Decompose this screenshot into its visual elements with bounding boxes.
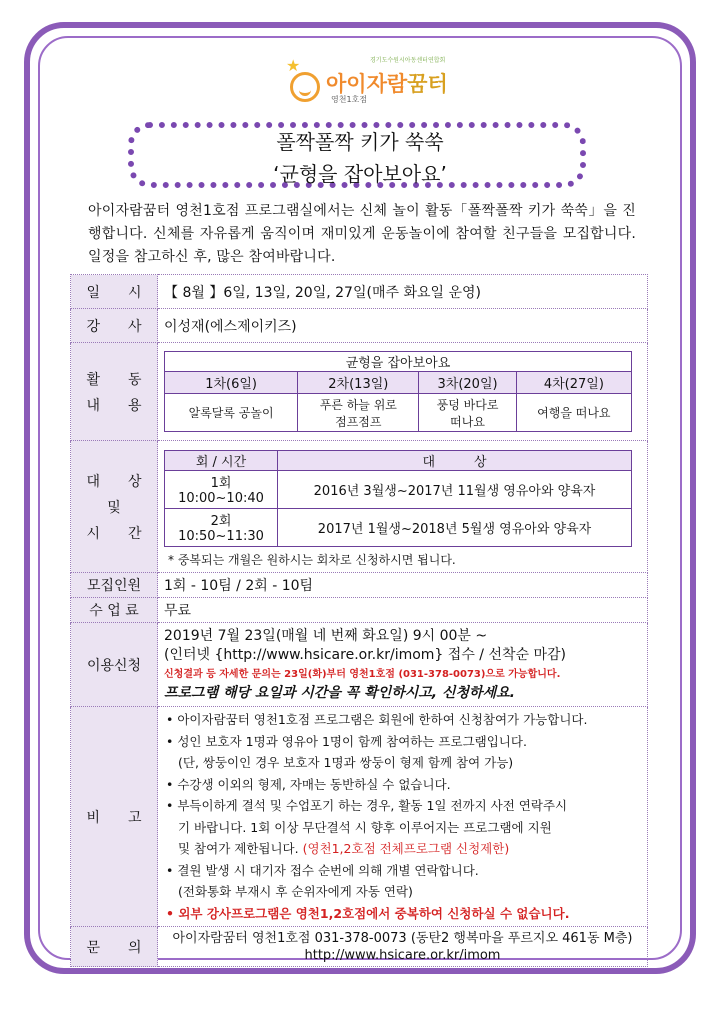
- label-teacher: 강 사: [71, 309, 158, 343]
- value-capacity: 1회 - 10팀 / 2회 - 10팀: [158, 573, 648, 598]
- row-teacher: [71, 309, 648, 343]
- session-cell: [165, 508, 278, 546]
- note-bullet-warning: • 외부 강사프로그램은 영천1,2호점에서 중복하여 신청하실 수 없습니다.: [166, 905, 570, 921]
- session-time: 10:00~10:40: [178, 491, 264, 506]
- logo-name-a: 아이자람: [326, 72, 408, 96]
- activity-title: 균형을 잡아보아요: [165, 352, 632, 372]
- activity-item: 푸른 하늘 위로 점프점프: [298, 394, 419, 432]
- apply-line1: 2019년 7월 23일(매월 네 번째 화요일) 9시 00분 ~: [164, 627, 488, 644]
- session-round: 1회: [210, 476, 232, 491]
- activity-item: 여행을 떠나요: [516, 394, 631, 432]
- note-bullet: • 성인 보호자 1명과 영유아 1명이 함께 참여하는 프로그램입니다.: [166, 733, 527, 749]
- row-date: [71, 275, 648, 309]
- label-target-3: 시 간: [86, 525, 142, 542]
- target-col-target: 대 상: [278, 450, 632, 470]
- activity-header: 2차(13일): [298, 372, 419, 394]
- session-target: 2016년 3월생~2017년 11월생 영유아와 양육자: [278, 470, 632, 508]
- note-text: 및 참여가 제한됩니다.: [178, 841, 299, 856]
- row-apply: [71, 623, 648, 707]
- logo: [286, 56, 476, 112]
- session-time: 10:50~11:30: [178, 529, 264, 544]
- note-continuation: [164, 838, 641, 860]
- title-line1: 폴짝폴짝 키가 쑥쑥: [276, 130, 444, 154]
- contact-url[interactable]: http://www.hsicare.or.kr/imom: [304, 947, 501, 963]
- label-capacity: 모집인원: [71, 573, 158, 598]
- activity-item: 풍덩 바다로 떠나요: [419, 394, 516, 432]
- session-target: 2017년 1월생~2018년 5월생 영유아와 양육자: [278, 508, 632, 546]
- star-icon: ★: [286, 56, 301, 75]
- label-target-2: 및: [107, 499, 121, 516]
- label-activity-2: 내 용: [86, 397, 142, 414]
- value-fee: 무료: [158, 598, 648, 623]
- logo-org: 경기도수원시아동센터연합회: [370, 57, 446, 64]
- info-table: [70, 274, 648, 967]
- target-table: [164, 450, 632, 547]
- note-continuation: (단, 쌍둥이인 경우 보호자 1명과 쌍둥이 형제 함께 참여 가능): [178, 755, 514, 770]
- row-capacity: [71, 573, 648, 598]
- smile-icon: [290, 72, 320, 102]
- row-target: [71, 441, 648, 573]
- label-activity: [71, 343, 158, 441]
- note-continuation: 기 바랍니다. 1회 이상 무단결석 시 향후 이루어지는 프로그램에 지원: [178, 819, 552, 835]
- note-bullet: • 아이자람꿈터 영천1호점 프로그램은 회원에 한하여 신청참여가 가능합니다.: [166, 712, 588, 727]
- label-apply: 이용신청: [71, 623, 158, 707]
- row-notes: [71, 707, 648, 927]
- session-cell: [165, 470, 278, 508]
- activity-header: 4차(27일): [516, 372, 631, 394]
- apply-line3: 신청결과 등 자세한 문의는 23일(화)부터 영천1호점 (031-378-0073)으로 가능합니다.: [164, 668, 561, 680]
- row-activity: [71, 343, 648, 441]
- activity-item: 알록달록 공놀이: [165, 394, 298, 432]
- note-bullet: • 결원 발생 시 대기자 접수 순번에 의해 개별 연락합니다.: [166, 862, 479, 878]
- activity-header: 1차(6일): [165, 372, 298, 394]
- target-col-session: 회 / 시간: [165, 450, 278, 470]
- activity-header: 3차(20일): [419, 372, 516, 394]
- apply-line4: 프로그램 해당 요일과 시간을 꼭 확인하시고, 신청하세요.: [164, 684, 515, 701]
- value-date: 【 8월 】6일, 13일, 20일, 27일(매주 화요일 운영): [158, 275, 648, 309]
- title-line2: ‘균형을 잡아보아요’: [273, 162, 447, 186]
- intro-paragraph: 아이자람꿈터 영천1호점 프로그램실에서는 신체 놀이 활동「폴짝폴짝 키가 쑥쑥」을 진행합니다. 신체를 자유롭게 움직이며 재미있게 운동놀이에 참여할 친구들을 모집합니다. 일정을 참고하신 후, 많은 참여바랍니다.: [88, 203, 636, 265]
- label-target-1: 대 상: [86, 473, 142, 490]
- label-activity-1: 활 동: [86, 371, 142, 388]
- note-bullet: • 부득이하게 결석 및 수업포기 하는 경우, 활동 1일 전까지 사전 연락주시: [166, 798, 568, 813]
- activity-table: [164, 351, 632, 432]
- note-restriction: (영천1,2호점 전체프로그램 신청제한): [298, 841, 510, 856]
- label-fee: 수 업 료: [71, 598, 158, 623]
- logo-branch: 영천1호점: [331, 95, 368, 104]
- session-round: 2회: [210, 514, 232, 529]
- label-notes: 비 고: [71, 707, 158, 927]
- logo-name-b: 꿈터: [407, 72, 448, 96]
- label-contact: 문 의: [71, 927, 158, 967]
- apply-line2: (인터넷 {http://www.hsicare.or.kr/imom} 접수 / 선착순 마감): [164, 646, 566, 663]
- contact-line1: 아이자람꿈터 영천1호점 031-378-0073 (동탄2 행복마을 푸르지오 461동 M층): [172, 930, 633, 946]
- target-note: * 중복되는 개월은 원하시는 회차로 신청하시면 됩니다.: [168, 552, 456, 567]
- note-continuation: (전화통화 부재시 후 순위자에게 자동 연락): [178, 884, 413, 899]
- row-contact: [71, 927, 648, 967]
- label-target: [71, 441, 158, 573]
- row-fee: [71, 598, 648, 623]
- note-bullet: • 수강생 이외의 형제, 자매는 동반하실 수 없습니다.: [166, 776, 451, 792]
- label-date: 일 시: [71, 275, 158, 309]
- value-teacher: 이성재(에스제이키즈): [158, 309, 648, 343]
